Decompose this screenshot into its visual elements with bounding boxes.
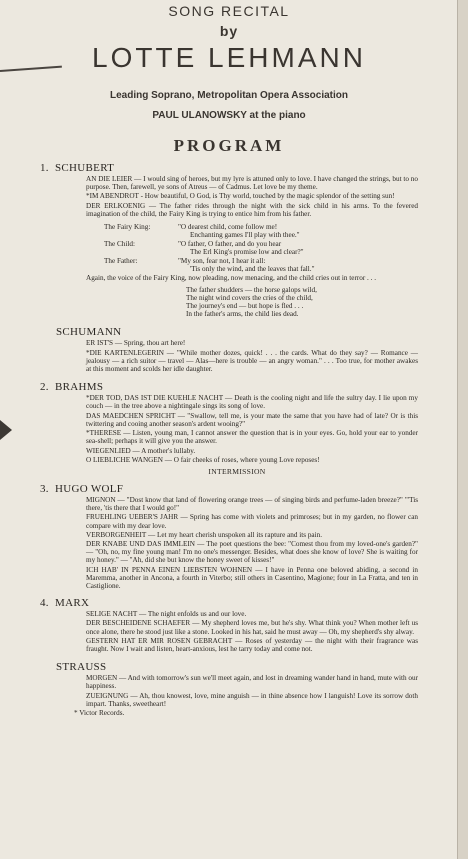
song-entry: *THERESE — Listen, young man, I cannot answer the question that is in your eyes. Go, hold your ear to yonder sea-shell; perhaps it will give you the answer. — [86, 429, 418, 446]
program-heading: PROGRAM — [173, 136, 285, 155]
composer-heading-brahms — [40, 381, 418, 394]
song-entry: ICH HAB' IN PENNA EINEN LIEBSTEN WOHNEN — I have in Penna one beloved abiding, a second in Maremma, another in Ancona, a fourth in Viterbo; still others in Casentino, Magione; four in La Fratta, and ten in Castiglione. — [86, 565, 418, 590]
section-number: 3. — [40, 482, 49, 495]
composer-heading-wolf — [40, 482, 418, 495]
dialogue-row — [104, 248, 418, 256]
song-entry: SELIGE NACHT — The night enfolds us and our love. — [86, 610, 247, 619]
composer-name: STRAUSS — [56, 661, 107, 674]
footnote: * Victor Records. — [74, 708, 125, 717]
song-entry: MORGEN — And with tomorrow's sun we'll meet again, and lost in dreaming wander hand in hand, mute with our happiness. — [86, 674, 418, 691]
edge-tab-shape — [0, 420, 12, 440]
composer-name: SCHUMANN — [56, 326, 122, 339]
artist-name: LOTTE LEHMANN — [92, 42, 366, 73]
composer-name: SCHUBERT — [55, 162, 115, 174]
song-entry: DER KNABE UND DAS IMMLEIN — The poet questions the bee: "Comest thou from my loved-one's garden?" — "Oh, no, my fine young man! I'm no one's messenger. Besides, what does she know of love? She is waiting for my honey." — "Ah, did she but know the honey sweet of kisses!" — [86, 539, 418, 565]
verse-line: The father shudders — the horse galops wild, — [186, 285, 317, 294]
dialogue-row — [104, 257, 418, 265]
artist-subtitle: Leading Soprano, Metropolitan Opera Association — [110, 90, 348, 101]
dialogue-row — [104, 240, 418, 248]
erlkoenig-dialogue — [104, 223, 418, 273]
dialogue-speaker: The Child: — [104, 239, 135, 248]
accompanist-line: PAUL ULANOWSKY at the piano — [152, 110, 306, 121]
section-number: 1. — [40, 162, 49, 174]
dialogue-row — [104, 223, 418, 231]
composer-name: HUGO WOLF — [55, 482, 124, 495]
song-entry: DER ERLKOENIG — The father rides through the night with the sick child in his arms. To the fevered imagination of the child, the Fairy King is trying to entice him from his father. — [86, 201, 418, 218]
song-entry: *IM ABENDROT - How beautiful, O God, is Thy world, touched by the magic splendor of the setting sun! — [86, 192, 395, 201]
composer-heading-schubert — [40, 162, 418, 174]
by-heading: by — [219, 23, 239, 39]
composer-heading-schumann — [56, 326, 418, 338]
dialogue-line: The Erl King's promise low and clear?" — [190, 248, 304, 257]
song-entry: WIEGENLIED — A mother's lullaby. — [86, 446, 196, 455]
song-entry: *DIE KARTENLEGERIN — "While mother dozes, quick! . . . the cards. What do they say? — Romance — jealousy — a rich suitor — travel — Alas—here is trouble — an angry woman." . . . Too true, for mother awakes at this moment and scolds her idle daughter. — [86, 348, 418, 374]
program-content — [40, 156, 418, 717]
dialogue-row — [104, 265, 418, 273]
dialogue-line: Enchanting games I'll play with thee." — [190, 231, 300, 240]
dialogue-line: "My son, fear not, I hear it all: — [178, 256, 266, 265]
section-number: 4. — [40, 597, 49, 610]
song-entry: ER IST'S — Spring, thou art here! — [86, 339, 186, 348]
dialogue-line: "O father, O father, and do you hear — [178, 239, 282, 248]
song-entry: DER BESCHEIDENE SCHAEFER — My shepherd loves me, but he's shy. What think you? When mother left us once alone, there he stood just like a stone. Looked in his hat, said he must away — Oh, my shepherd's shy alway. — [86, 619, 418, 636]
dialogue-line: 'Tis only the wind, and the leaves that fall." — [190, 265, 315, 274]
erlkoenig-verse — [186, 286, 418, 319]
dialogue-speaker: The Father: — [104, 256, 138, 265]
song-entry: FRUEHLING UEBER'S JAHR — Spring has come with violets and primroses; but in my garden, no flower can compare with my dear love. — [86, 513, 418, 530]
song-entry: MIGNON — "Dost know that land of flowering orange trees — of singing birds and perfume-laden breeze?" "'Tis there, 'tis there that I would go!" — [86, 495, 418, 513]
intermission-label: INTERMISSION — [208, 466, 266, 476]
song-entry: *DER TOD, DAS IST DIE KUEHLE NACHT — Death is the cooling night and life the sultry day. I lie upon my couch — in the tree above a nightingale sings its song of love. — [86, 394, 418, 411]
dialogue-line: "O dearest child, come follow me! — [178, 223, 278, 232]
song-entry: GESTERN HAT ER MIR ROSEN GEBRACHT — Roses of yesterday — the night with their fragrance was fraught. Now I wait and listen, heart-anxious, lest he tarry today and come not. — [86, 636, 418, 653]
song-entry: VERBORGENHEIT — Let my heart cherish unspoken all its rapture and its pain. — [86, 530, 323, 539]
song-entry: Again, the voice of the Fairy King, now pleading, now menacing, and the child cries out in terror . . . — [86, 274, 377, 283]
composer-heading-marx — [40, 597, 418, 610]
verse-line: The night wind covers the cries of the child, — [186, 293, 313, 302]
composer-name: MARX — [55, 597, 90, 610]
dialogue-speaker: The Fairy King: — [104, 223, 151, 232]
song-entry: O LIEBLICHE WANGEN — O fair cheeks of roses, where young Love reposes! — [86, 455, 320, 464]
section-number: 2. — [40, 381, 49, 394]
composer-heading-strauss — [56, 661, 418, 673]
song-entry: DAS MAEDCHEN SPRICHT — "Swallow, tell me, is your mate the same that you have had of late? Or is this twittering and cooing another season's ardent wooing?" — [86, 411, 418, 428]
composer-name: BRAHMS — [55, 381, 104, 394]
song-entry: AN DIE LEIER — I would sing of heroes, but my lyre is attuned only to love. I have changed the strings, but to no purpose. Then, farewell, ye sons of Atreus — of Cadmus. Let love be my theme. — [86, 175, 418, 192]
dialogue-row — [104, 231, 418, 239]
verse-line: The journey's end — but hope is fled . . . — [186, 302, 304, 311]
recital-heading: SONG RECITAL — [168, 3, 290, 19]
verse-line: In the father's arms, the child lies dead. — [186, 310, 299, 319]
song-entry: ZUEIGNUNG — Ah, thou knowest, love, mine anguish — in thine absence how I languish! Love its sorrow doth impart. Thanks, sweetheart! — [86, 691, 418, 708]
